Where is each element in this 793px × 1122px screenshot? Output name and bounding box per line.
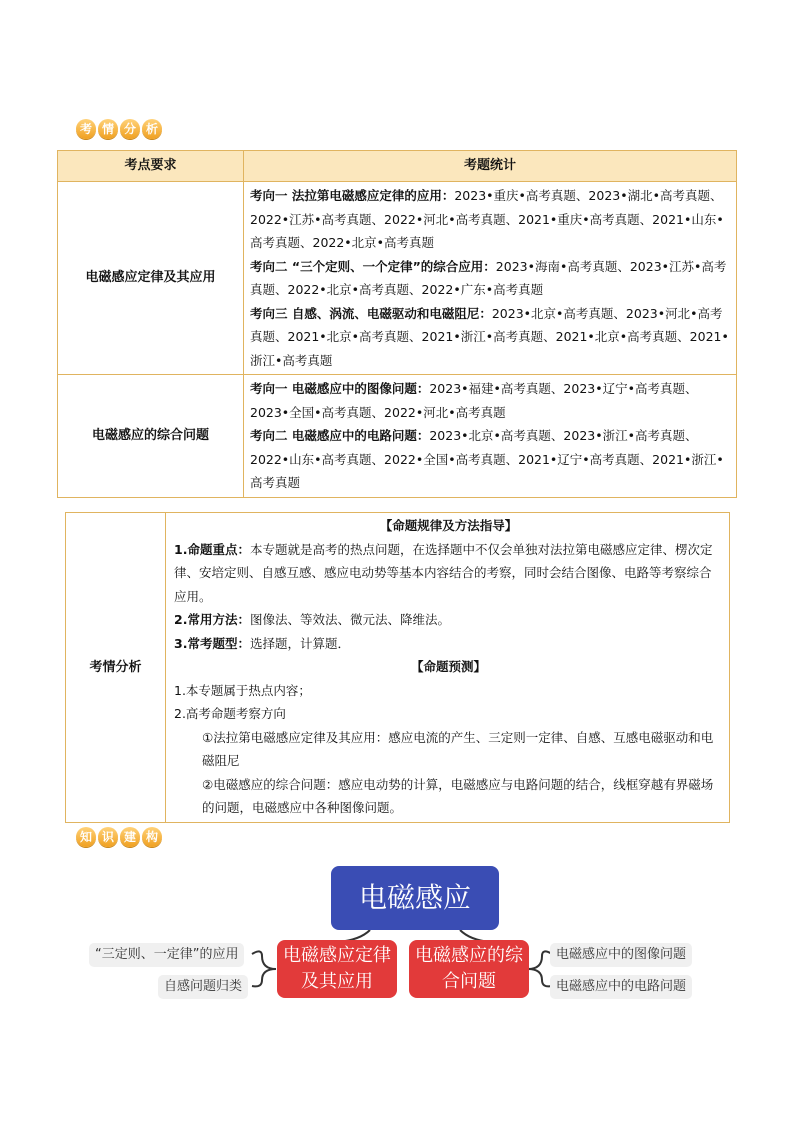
mindmap-leaf: “三定则、一定律”的应用: [89, 943, 244, 967]
mindmap-root: 电磁感应: [331, 866, 499, 930]
mindmap-leaf: 自感问题归类: [158, 975, 248, 999]
paragraph-text: 图像法、等效法、微元法、降维法。: [249, 612, 450, 627]
direction-sources: 2023•福建•高考真题、2023•辽宁•高考真题、2023•全国•高考真题、2022•河北•高考真题: [250, 381, 698, 420]
paragraph-label: 1.命题重点：: [174, 541, 250, 557]
section-title: 【命题规律及方法指导】: [379, 518, 518, 533]
header-requirement: 考点要求: [58, 151, 244, 182]
badge-char: 构: [142, 827, 162, 847]
paragraph-text: 选择题，计算题．: [249, 635, 350, 651]
header-statistics: 考题统计: [244, 151, 737, 182]
paragraph-label: 3.常考题型：: [174, 635, 250, 651]
direction-title: 考向二 “三个定则、一个定律”的综合应用：: [250, 258, 496, 274]
badge-char: 考: [76, 119, 96, 139]
paragraph-text: 本专题就是高考的热点问题，在选择题中不仅会单独对法拉第电磁感应定律、楞次定律、安培定则、自感互感、感应电动势等基本内容结合的考察，同时会结合图像、电路等考察综合应用。: [174, 541, 713, 604]
direction-title: 考向一 电磁感应中的图像问题：: [250, 381, 430, 396]
prediction-line: 1.本专题属于热点内容；: [174, 682, 311, 698]
direction-title: 考向三 自感、涡流、电磁驱动和电磁阻尼：: [250, 305, 492, 321]
analysis-label: 考情分析: [66, 513, 166, 823]
badge-char: 析: [142, 119, 162, 139]
direction-sources: 2023•北京•高考真题、2023•浙江•高考真题、2022•山东•高考真题、2022•全国•高考真题、2021•辽宁•高考真题、2021•浙江•高考真题: [250, 428, 724, 490]
badge-char: 建: [120, 827, 140, 847]
badge-char: 情: [98, 119, 118, 139]
mindmap-node-law: 电磁感应定律及其应用: [277, 940, 397, 998]
prediction-line: ①法拉第电磁感应定律及其应用：感应电流的产生、三定则一定律、自感、互感电磁驱动和电磁阻尼: [202, 729, 714, 768]
topic-cell: 电磁感应的综合问题: [58, 375, 244, 498]
badge-char: 知: [76, 827, 96, 847]
badge-char: 识: [98, 827, 118, 847]
prediction-line: ②电磁感应的综合问题：感应电动势的计算，电磁感应与电路问题的结合，线框穿越有界磁场的问题，电磁感应中各种图像问题。: [202, 776, 714, 815]
direction-sources: 2023•海南•高考真题、2023•江苏•高考真题、2022•北京•高考真题、2022•广东•高考真题: [250, 258, 727, 297]
mindmap-leaf: 电磁感应中的电路问题: [550, 975, 692, 999]
direction-title: 考向二 电磁感应中的电路问题：: [250, 428, 430, 443]
prediction-line: 2.高考命题考察方向: [174, 706, 286, 721]
badge-char: 分: [120, 119, 140, 139]
direction-sources: 2023•重庆•高考真题、2023•湖北•高考真题、2022•江苏•高考真题、2022•河北•高考真题、2021•重庆•高考真题、2021•山东•高考真题、2022•北京•高考真题: [250, 188, 724, 250]
topic-cell: 电磁感应定律及其应用: [58, 182, 244, 375]
mindmap-leaf: 电磁感应中的图像问题: [550, 943, 692, 967]
section-title: 【命题预测】: [410, 659, 486, 674]
direction-title: 考向一 法拉第电磁感应定律的应用：: [250, 188, 455, 203]
direction-sources: 2023•北京•高考真题、2023•河北•高考真题、2021•北京•高考真题、2021•浙江•高考真题、2021•北京•高考真题、2021•浙江•高考真题: [250, 305, 729, 368]
paragraph-label: 2.常用方法：: [174, 612, 250, 627]
mindmap-node-comprehensive: 电磁感应的综合问题: [409, 940, 529, 998]
